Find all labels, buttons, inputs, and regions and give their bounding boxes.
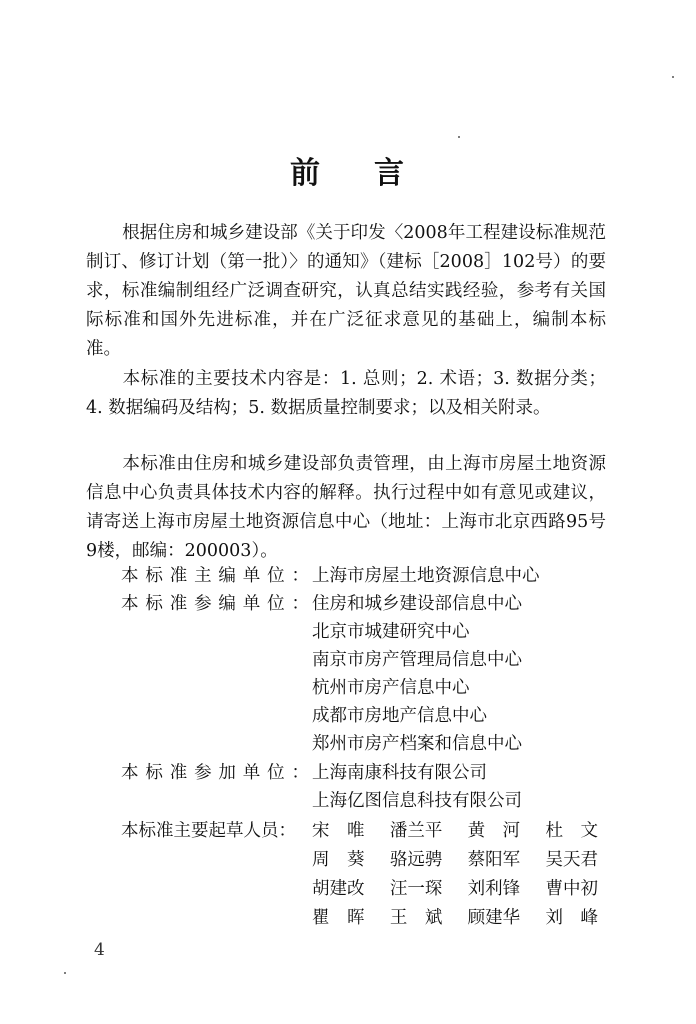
paragraph-text: 本标准由住房和城乡建设部负责管理，由上海市房屋土地资源信息中心负责具体技术内容的解释。执行过程中如有意见或建议，请寄送上海市房屋土地资源信息中心（地址：上海市北京西路95号9楼，邮编：200003）。 [86, 454, 606, 561]
editor-unit: 成都市房地产信息中心 [312, 706, 487, 726]
participant-unit: 上海亿图信息科技有限公司 [312, 791, 522, 811]
chief-unit-label: 本标准主编单位： [121, 566, 309, 586]
drafter-name: 汪一琛 [389, 879, 443, 899]
paragraph-background [86, 219, 606, 364]
drafter-name: 宋 唯 [312, 821, 365, 841]
editor-unit: 北京市城建研究中心 [312, 622, 470, 642]
drafter-name: 骆远骋 [389, 850, 443, 870]
drafter-name: 周 葵 [312, 850, 365, 870]
drafter-name: 刘 峰 [545, 908, 598, 928]
title-char-1: 前 [290, 156, 322, 191]
drafter-name: 黄 河 [467, 821, 521, 841]
drafter-name: 杜 文 [545, 821, 598, 841]
editor-unit: 郑州市房产档案和信息中心 [312, 734, 522, 754]
paragraph-contents [86, 365, 606, 423]
drafter-name: 潘兰平 [389, 821, 443, 841]
drafter-name: 曹中初 [545, 879, 598, 899]
editor-unit: 南京市房产管理局信息中心 [312, 650, 522, 670]
participant-unit: 上海南康科技有限公司 [312, 763, 487, 783]
paragraph-text: 根据住房和城乡建设部《关于印发〈2008年工程建设标准规范制订、修订计划（第一批）〉的通知》（建标［2008］102号）的要求，标准编制组经广泛调查研究，认真总结实践经验，参考有关国际标准和国外先进标准，并在广泛征求意见的基础上，编制本标准。 [86, 223, 606, 359]
drafter-name: 吴天君 [545, 850, 598, 870]
page-title [0, 148, 696, 192]
editors-label: 本标准参编单位： [121, 594, 309, 614]
drafters-names [312, 875, 598, 903]
chief-unit-value: 上海市房屋土地资源信息中心 [312, 566, 540, 586]
drafter-name: 王 斌 [389, 908, 443, 928]
drafter-name: 瞿 晖 [312, 908, 365, 928]
page-number: 4 [94, 940, 105, 960]
participants-label: 本标准参加单位： [121, 763, 309, 783]
title-char-2: 言 [374, 156, 406, 191]
scan-speck [64, 972, 66, 974]
scan-speck [672, 76, 674, 78]
drafters-names [312, 846, 598, 874]
drafter-name: 顾建华 [467, 908, 521, 928]
drafter-name: 胡建改 [312, 879, 365, 899]
editor-unit: 杭州市房产信息中心 [312, 678, 470, 698]
drafter-name: 蔡阳军 [467, 850, 521, 870]
drafters-label: 本标准主要起草人员： [121, 821, 296, 841]
drafter-name: 刘利锋 [467, 879, 521, 899]
scan-speck [458, 136, 460, 138]
paragraph-management [86, 450, 606, 566]
drafters-names [312, 817, 598, 845]
paragraph-text: 本标准的主要技术内容是：1. 总则；2. 术语；3. 数据分类；4. 数据编码及结构；5. 数据质量控制要求；以及相关附录。 [86, 369, 606, 418]
drafters-names [312, 904, 598, 932]
editor-unit: 住房和城乡建设部信息中心 [312, 594, 522, 614]
